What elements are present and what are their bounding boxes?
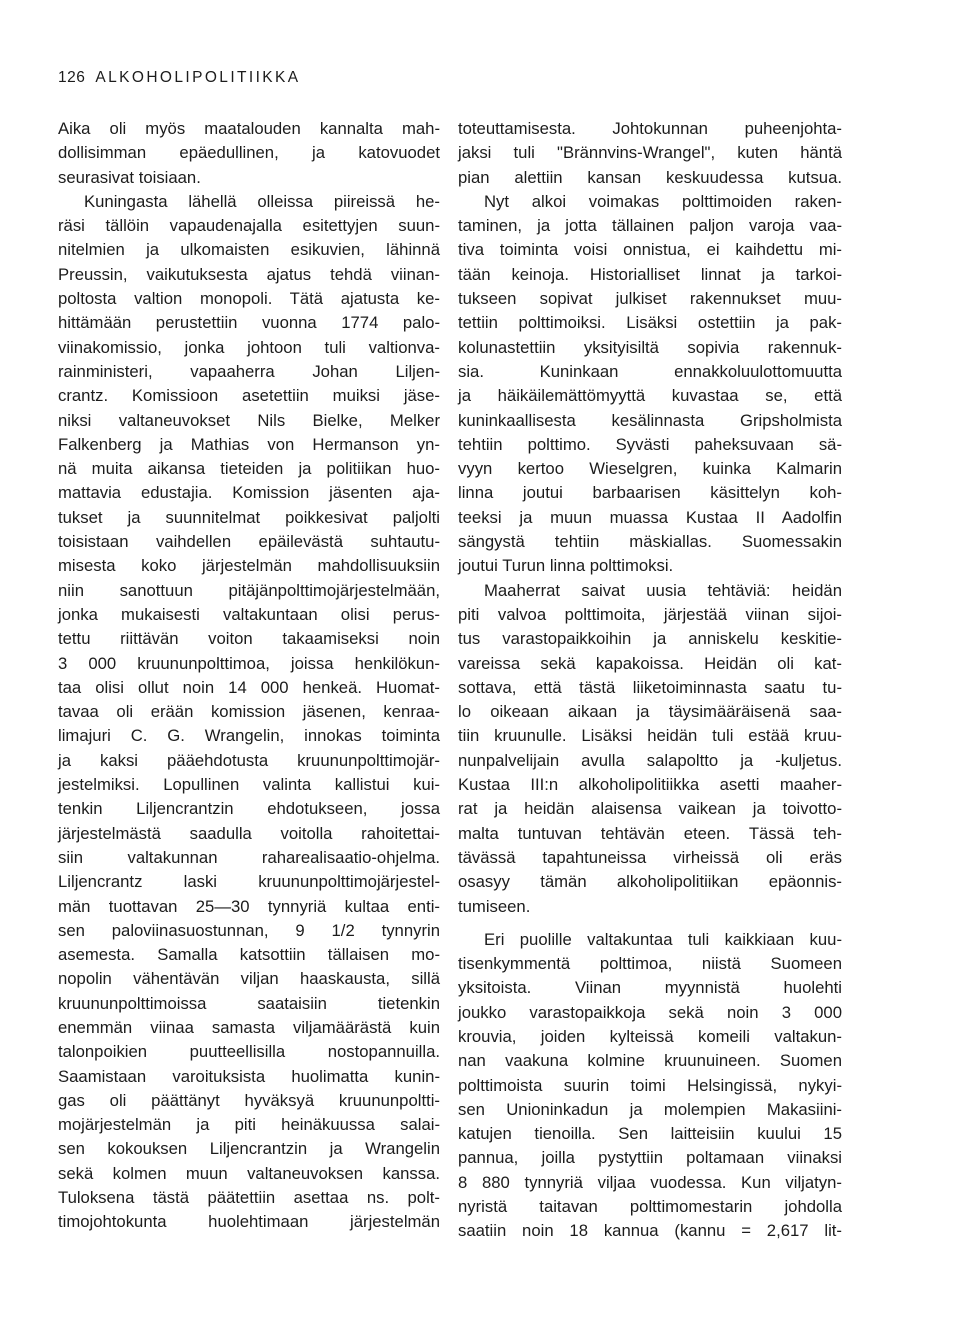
text-line: tukseen sopivat julkiset rakennukset muu- bbox=[458, 289, 842, 309]
text-line: ja kaksi pääehdotusta kruununpolttimojär- bbox=[58, 750, 440, 770]
text-line: Preussin, vaikutuksesta ajatus tehdä viinan- bbox=[58, 264, 440, 284]
text-line: sängystä tehtiin mäskiallas. Suomessakin bbox=[458, 532, 842, 552]
text-line: osasyy tämän alkoholipolitiikan epäonnis- bbox=[458, 872, 842, 892]
text-line: taa olisi ollut noin 14 000 henkeä. Huomat- bbox=[58, 677, 440, 697]
text-line: tavaa oli erään komission jäsenen, kenraa- bbox=[58, 702, 440, 722]
text-line: limajuri C. G. Wrangelin, innokas toiminta bbox=[58, 726, 440, 746]
text-line: nä muita aikansa tieteiden ja politiikan huo- bbox=[58, 459, 440, 479]
text-line: Liljencrantz laski kruununpolttimojärjestel- bbox=[58, 872, 440, 892]
text-line: vareissa sekä kapakoissa. Heidän oli kat- bbox=[458, 653, 842, 673]
text-line: rat ja heidän alaisensa vaikean ja toivotto- bbox=[458, 799, 842, 819]
text-line: järjestelmästä saadulla voitolla rahoitettai- bbox=[58, 823, 440, 843]
text-line: siin valtakunnan raharealisaatio-ohjelma. bbox=[58, 847, 440, 867]
text-line: sekä kolmen muun valtaneuvoksen kanssa. bbox=[58, 1163, 440, 1183]
text-line: jaksi tuli "Brännvins-Wrangel", kuten häntä bbox=[458, 143, 842, 163]
text-line: poltosta valtion monopoli. Tätä ajatusta ke- bbox=[58, 289, 440, 309]
text-line: tettiin polttimoiksi. Lisäksi ostettiin ja pak- bbox=[458, 313, 842, 333]
text-line: män tuottavan 25—30 tynnyriä kultaa enti- bbox=[58, 896, 440, 916]
text-line: nan vaakuna kolmine kruunuineen. Suomen bbox=[458, 1051, 842, 1071]
right-column bbox=[458, 117, 842, 1244]
text-line: Kuningasta lähellä olleissa piireissä he- bbox=[84, 191, 440, 211]
text-line: timojohtokunta huolehtimaan järjestelmän bbox=[58, 1212, 440, 1232]
text-line: asemesta. Samalla katsottiin tällaisen mo- bbox=[58, 945, 440, 965]
text-line: lo oikeaan aikaan ja täysimääräisenä saa- bbox=[458, 702, 842, 722]
text-line: viinakomissio, jonka johtoon tuli valtionva- bbox=[58, 337, 440, 357]
text-line: tiva toiminta voisi onnistua, ei kaihdettu mi- bbox=[458, 240, 842, 260]
text-line: rainministeri, vapaaherra Johan Liljen- bbox=[58, 361, 440, 381]
text-line: dollisimman epäedullinen, ja katovuodet bbox=[58, 143, 440, 163]
text-line: sen kokouksen Liljencrantzin ja Wrangelin bbox=[58, 1139, 440, 1159]
text-line: pannua, joilla pystyttiin poltamaan viinaksi bbox=[458, 1148, 842, 1168]
text-line: joutui Turun linna polttimoksi. bbox=[458, 556, 674, 576]
text-line: Nyt alkoi voimakas polttimoiden raken- bbox=[484, 191, 842, 211]
text-line: jonka mukaisesti valtakuntaan olisi perus- bbox=[58, 604, 440, 624]
text-line: polttimoista suurin toimi Helsingissä, nykyi- bbox=[458, 1075, 842, 1095]
text-line: toisistaan vaihdellen epäilevästä suhtautu- bbox=[58, 532, 440, 552]
text-line: enemmän viinaa samasta viljamäärästä kuin bbox=[58, 1017, 440, 1037]
text-line: sottava, että tästä liiketoiminnasta saatu tu- bbox=[458, 677, 842, 697]
text-line: gas oli päättänyt hyväksyä kruununpoltti- bbox=[58, 1090, 440, 1110]
text-line: tumiseen. bbox=[458, 896, 531, 916]
text-line: sia. Kuninkaan ennakkoluulottomuutta bbox=[458, 361, 842, 381]
text-line: yksitoista. Viinan myynnistä huolehti bbox=[458, 978, 842, 998]
text-line: pian alettiin kansan keskuudessa kutsua. bbox=[458, 167, 842, 187]
text-line: crantz. Komissioon asetettiin muiksi jäse- bbox=[58, 386, 440, 406]
text-line: kruununpolttimoissa saataisiin tietenkin bbox=[58, 993, 440, 1013]
text-line: tenkin Liljencrantzin ehdotukseen, jossa bbox=[58, 799, 440, 819]
text-line: Kustaa III:n alkoholipolitiikka asetti maaher- bbox=[458, 775, 842, 795]
text-line: Saamistaan varoituksista huolimatta kunin- bbox=[58, 1066, 440, 1086]
text-line: mojärjestelmän ja piti heinäkuussa salai- bbox=[58, 1115, 440, 1135]
text-line: krouvia, joiden kylteissä komeili valtakun- bbox=[458, 1026, 842, 1046]
text-line: seurasivat toisiaan. bbox=[58, 167, 201, 187]
text-line: 8 880 tynnyriä viljaa vuodessa. Kun viljatyn- bbox=[458, 1172, 842, 1192]
text-line: katujen tienoilla. Sen laitteisiin kuului 15 bbox=[458, 1124, 842, 1144]
text-line: 3 000 kruununpolttimoa, joissa henkilökun- bbox=[58, 653, 440, 673]
text-line: Falkenberg ja Mathias von Hermanson yn- bbox=[58, 434, 440, 454]
text-line: Tuloksena tästä päätettiin asettaa ns. polt- bbox=[58, 1188, 440, 1208]
text-line: tukset ja suunnitelmat poikkesivat paljolti bbox=[58, 507, 440, 527]
text-line: vyyn kertoo Wieselgren, kuinka Kalmarin bbox=[458, 459, 842, 479]
text-line: nyristä taitavan polttimomestarin johdolla bbox=[458, 1197, 842, 1217]
text-line: talonpoikien puutteellisilla nostopannuilla. bbox=[58, 1042, 440, 1062]
text-line: ja häikäilemättömyyttä kuvastaa se, että bbox=[458, 386, 842, 406]
text-line: teeksi ja muun muassa Kustaa II Aadolfin bbox=[458, 507, 842, 527]
text-line: nitelmien ja ulkomaisten esikuvien, lähinnä bbox=[58, 240, 440, 260]
text-line: jestelmiksi. Lopullinen valinta kallistui kui- bbox=[58, 775, 440, 795]
text-line: misesta koko järjestelmän mahdollisuuksiin bbox=[58, 556, 440, 576]
text-line: niksi valtaneuvokset Nils Bielke, Melker bbox=[58, 410, 440, 430]
text-line: linna joutui barbaarisen käsittelyn koh- bbox=[458, 483, 842, 503]
text-line: nunpalvelijain avulla salapoltto ja -kuljetus. bbox=[458, 750, 842, 770]
text-line: Eri puolille valtakuntaa tuli kaikkiaan kuu- bbox=[484, 929, 842, 949]
text-line: toteuttamisesta. Johtokunnan puheenjohta- bbox=[458, 119, 842, 138]
text-line: tehtiin polttimo. Syvästi paheksuvaan sä- bbox=[458, 434, 842, 454]
text-line: Maaherrat saivat uusia tehtäviä: heidän bbox=[484, 580, 842, 600]
text-line: Aika oli myös maatalouden kannalta mah- bbox=[58, 119, 440, 138]
page-number: 126 bbox=[58, 69, 86, 86]
text-line: hittämään perustettiin vuonna 1774 palo- bbox=[58, 313, 440, 333]
text-line: kuninkaallisesta kesälinnasta Gripsholmista bbox=[458, 410, 842, 430]
text-line: sen Unioninkadun ja molempien Makasiini- bbox=[458, 1099, 842, 1119]
text-line: saatiin noin 18 kannua (kannu = 2,617 lit- bbox=[458, 1221, 842, 1241]
text-line: tiin kruunulle. Lisäksi heidän tuli estää kruu- bbox=[458, 726, 842, 746]
running-header bbox=[58, 68, 301, 88]
text-line: nopolin vähentävän viljan haaskausta, sillä bbox=[58, 969, 440, 989]
text-line: tävässä tapahtuneissa virheissä oli eräs bbox=[458, 847, 842, 867]
text-line: joukko varastopaikkoja sekä noin 3 000 bbox=[458, 1002, 842, 1022]
text-line: tisenkymmentä polttimoa, niistä Suomeen bbox=[458, 954, 842, 974]
text-line: kolunastettiin yksityisiltä sopivia rakennuk- bbox=[458, 337, 842, 357]
text-line: räsi tällöin vapaudenajalla esitettyjen suun- bbox=[58, 216, 440, 236]
running-title: ALKOHOLIPOLITIIKKA bbox=[95, 69, 301, 86]
text-line: taminen, ja jotta tällainen paljon varoja vaa- bbox=[458, 216, 842, 236]
text-line: tään keinoja. Historialliset linnat ja tarkoi- bbox=[458, 264, 842, 284]
text-line: piti valvoa polttimoita, järjestää viinan sijoi- bbox=[458, 604, 842, 624]
text-line: tus varastopaikkoihin ja anniskelu keskitie- bbox=[458, 629, 842, 649]
text-line: sen paloviinasuostunnan, 9 1/2 tynnyrin bbox=[58, 920, 440, 940]
text-line: tettu riittävän voiton takaamiseksi noin bbox=[58, 629, 440, 649]
text-line: mattavia edustajia. Komission jäsenten aja- bbox=[58, 483, 440, 503]
text-line: malta tuntuvan tehtävän eteen. Tässä teh- bbox=[458, 823, 842, 843]
text-line: niin sanottuun pitäjänpolttimojärjestelmään, bbox=[58, 580, 440, 600]
left-column bbox=[58, 117, 440, 1235]
